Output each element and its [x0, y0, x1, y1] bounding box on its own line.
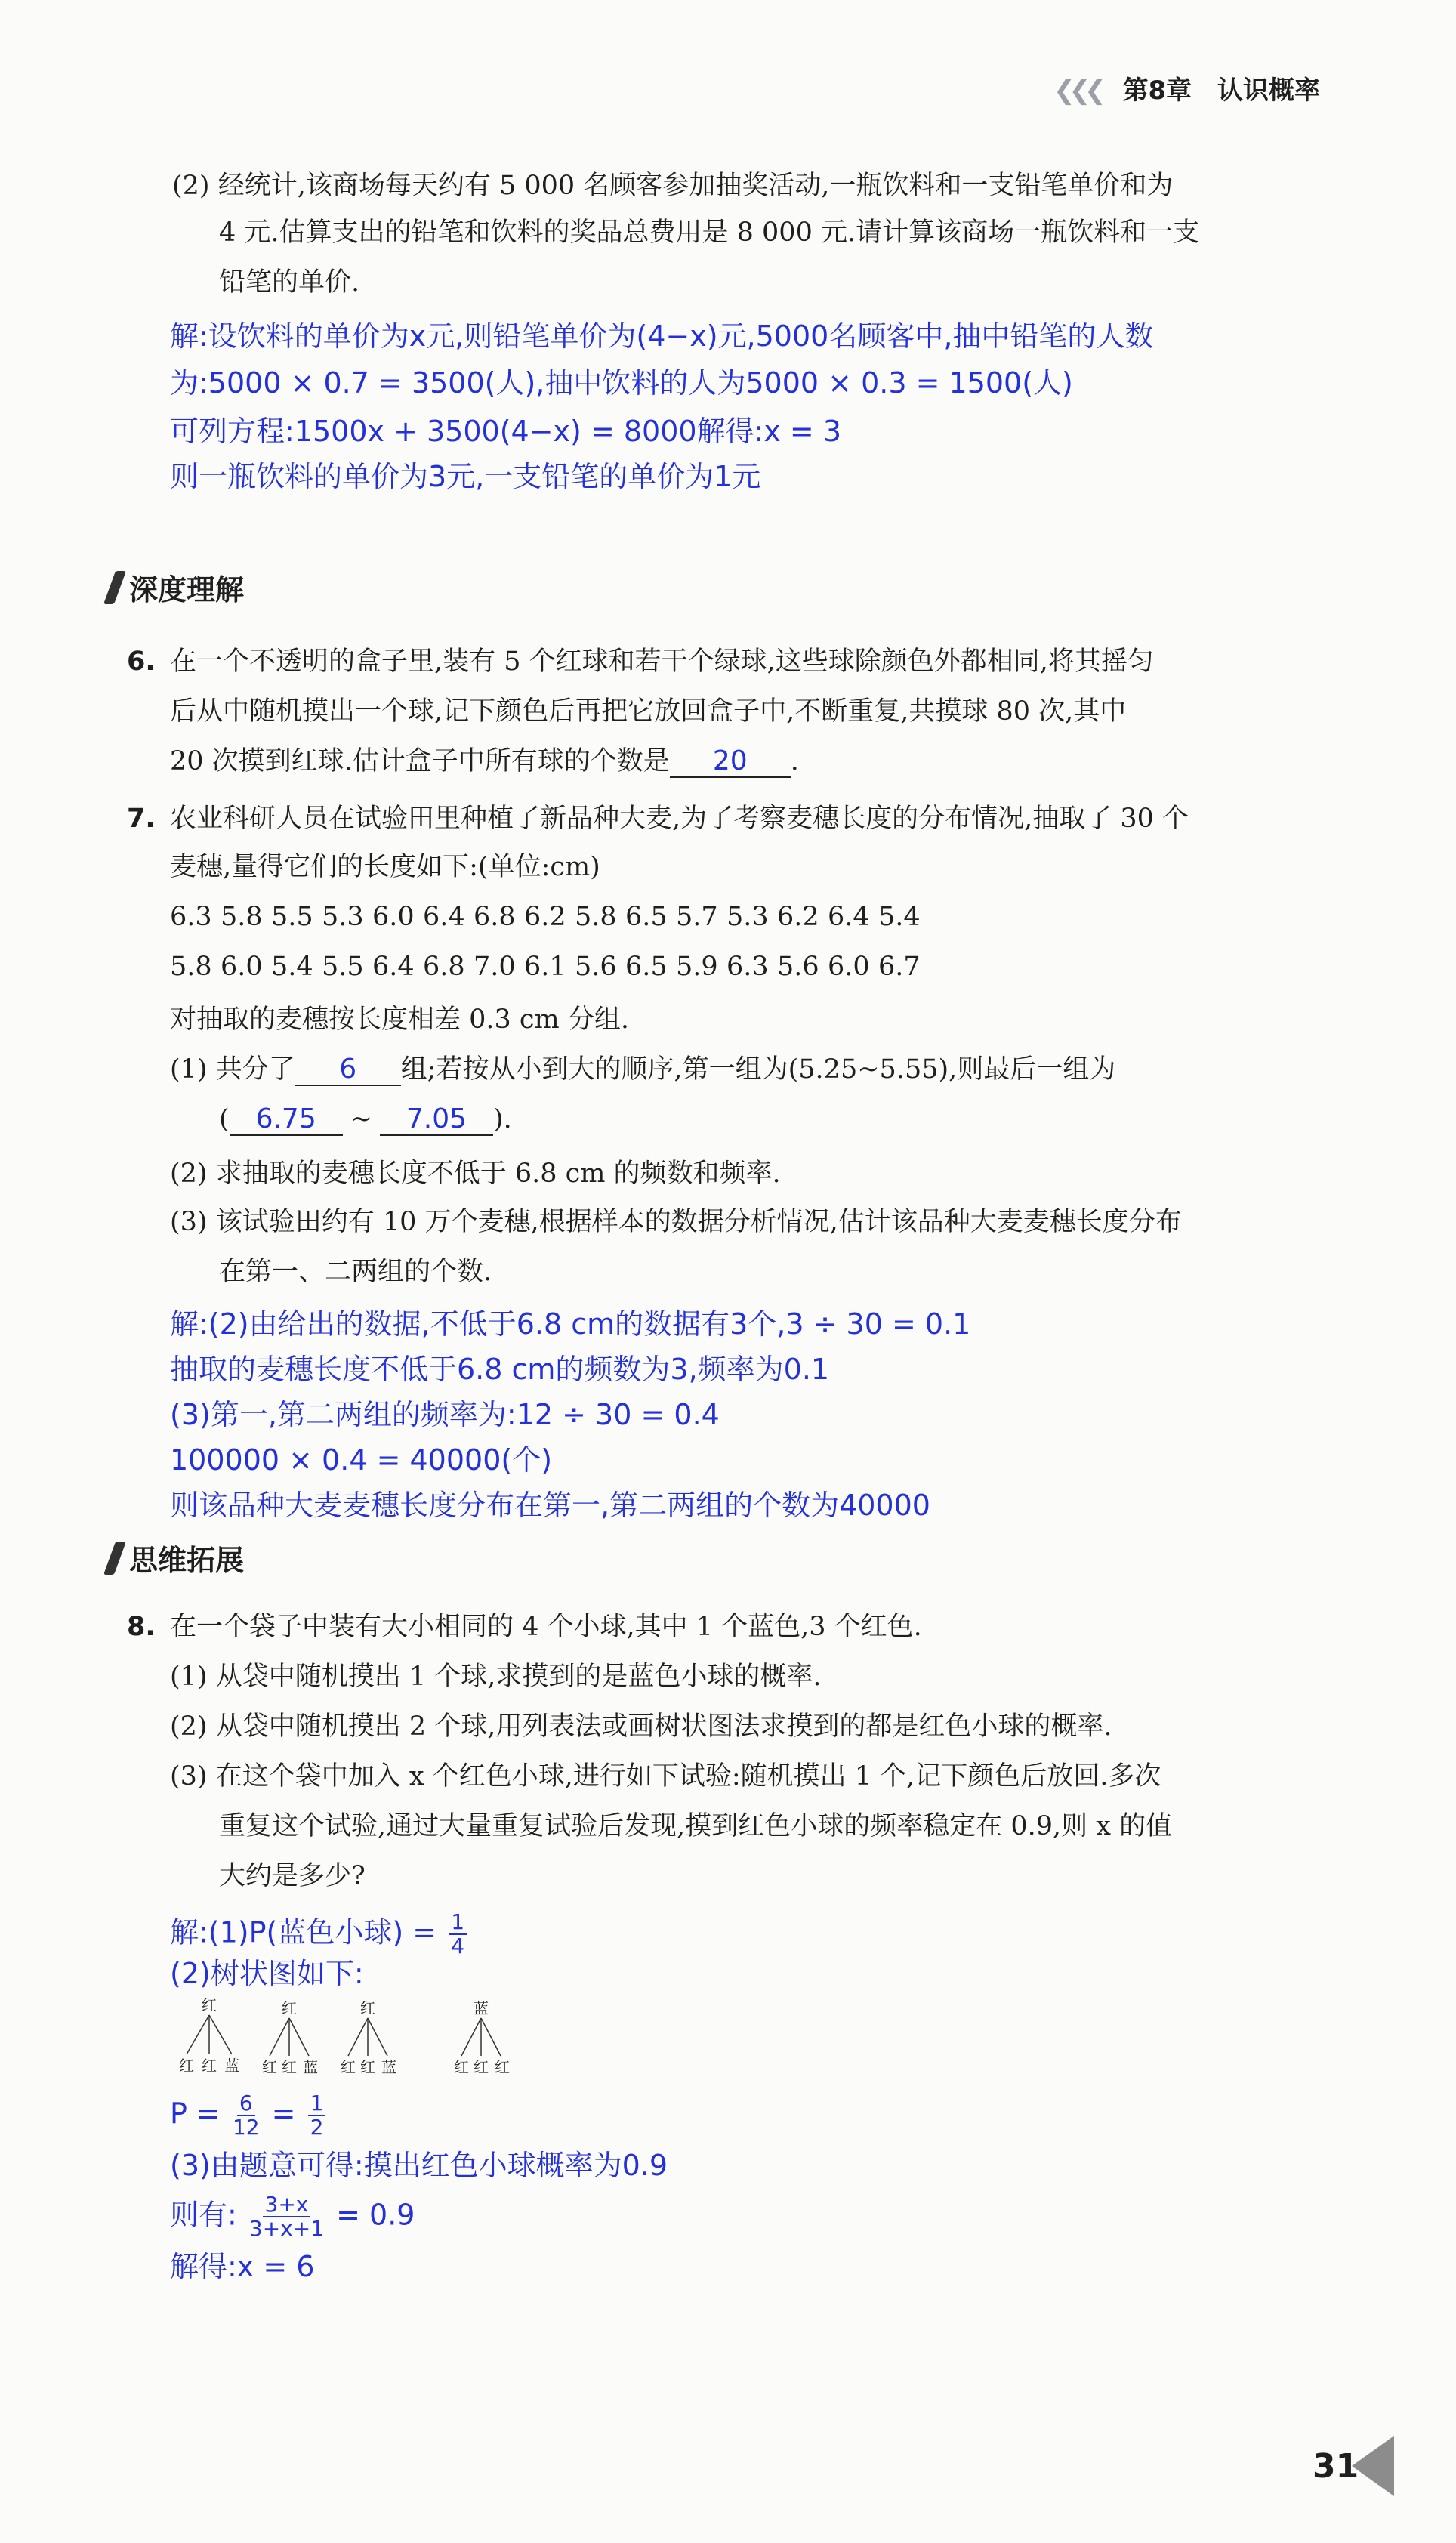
- q5b-line2: 4 元.估算支出的铅笔和饮料的奖品总费用是 8 000 元.请计算该商场一瓶饮料和一支: [219, 218, 1200, 248]
- pencil-icon: [103, 1542, 126, 1575]
- q8-part3-line1: (3) 在这个袋中加入 x 个红色小球,进行如下试验:随机摸出 1 个,记下颜色后放回.多次: [170, 1761, 1161, 1792]
- fraction-1-4: $\frac{1}{4}$: [449, 1911, 467, 1958]
- q7-part3-line2: 在第一、二两组的个数.: [219, 1257, 492, 1287]
- q7-data-row-2: 5.8 6.0 5.4 5.5 6.4 6.8 7.0 6.1 5.6 6.5 5.9 6.3 5.6 6.0 6.7: [170, 952, 921, 982]
- page-number: 31: [1313, 2447, 1359, 2486]
- fraction-expression: $\frac{3+x}{3+x+1}$: [248, 2192, 325, 2241]
- chapter-header: [1053, 69, 1320, 106]
- section-heading-2: 思维拓展: [110, 1537, 244, 1579]
- q8-part2: (2) 从袋中随机摸出 2 个球,用列表法或画树状图法求摸到的都是红色小球的概率.: [170, 1711, 1112, 1742]
- tree-root-1: 红: [202, 1996, 217, 2014]
- pencil-icon: [103, 571, 126, 604]
- q8-answer-5: 则有: $\frac{3+x}{3+x+1}$ = 0.9: [170, 2192, 415, 2241]
- q7-line1: 农业科研人员在试验田里种植了新品种大麦,为了考察麦穗长度的分布情况,抽取了 30 个: [170, 804, 1189, 834]
- q8-answer-2: (2)树状图如下:: [170, 1957, 364, 1990]
- q6-line2: 后从中随机摸出一个球,记下颜色后再把它放回盒子中,不断重复,共摸球 80 次,其中: [170, 696, 1127, 727]
- q8-answer-6: 解得:x = 6: [170, 2250, 315, 2283]
- tree-leaf: 红: [474, 2058, 489, 2076]
- q7-grouping: 对抽取的麦穗按长度相差 0.3 cm 分组.: [170, 1005, 629, 1035]
- tree-leaf: 红: [495, 2058, 510, 2076]
- q7-lower-blank: 6.75: [230, 1104, 343, 1136]
- tree-leaf: 蓝: [224, 2057, 239, 2075]
- tree-leaf: 红: [360, 2058, 375, 2076]
- chapter-number: 第8章: [1122, 76, 1192, 106]
- section-heading-1: 深度理解: [110, 566, 244, 608]
- tree-leaf: 红: [179, 2057, 194, 2075]
- q7-number: 7.: [127, 804, 156, 834]
- chapter-title: 认识概率: [1217, 76, 1320, 106]
- q8-part1: (1) 从袋中随机摸出 1 个球,求摸到的是蓝色小球的概率.: [170, 1662, 822, 1692]
- tree-leaf: 红: [341, 2058, 356, 2076]
- q7-line2: 麦穗,量得它们的长度如下:(单位:cm): [170, 852, 600, 882]
- q7-part2: (2) 求抽取的麦穗长度不低于 6.8 cm 的频数和频率.: [170, 1159, 781, 1189]
- tree-diagram: [170, 1994, 548, 2077]
- tree-leaf: 蓝: [303, 2058, 318, 2076]
- q7-answer-2: 抽取的麦穗长度不低于6.8 cm的频数为3,频率为0.1: [170, 1353, 830, 1386]
- q6-answer-blank: 20: [670, 746, 791, 778]
- q7-part1: (1) 共分了 6 组;若按从小到大的顺序,第一组为(5.25~5.55),则最后一组为: [170, 1054, 1116, 1085]
- q8-line1: 在一个袋子中装有大小相同的 4 个小球,其中 1 个蓝色,3 个红色.: [170, 1612, 922, 1642]
- q5b-line1: (2) 经统计,该商场每天约有 5 000 名顾客参加抽奖活动,一瓶饮料和一支铅笔单价和为: [172, 171, 1174, 201]
- q8-answer-3: P = $\frac{6}{12}$ = $\frac{1}{2}$: [170, 2092, 329, 2139]
- q5b-answer-2: 为:5000 × 0.7 = 3500(人),抽中饮料的人为5000 × 0.3 = 1500(人): [170, 366, 1073, 400]
- q6-line3: 20 次摸到红球.估计盒子中所有球的个数是 20 .: [170, 745, 799, 776]
- q7-data-row-1: 6.3 5.8 5.5 5.3 6.0 6.4 6.8 6.2 5.8 6.5 5.7 5.3 6.2 6.4 5.4: [170, 902, 921, 932]
- q7-upper-blank: 7.05: [380, 1104, 493, 1136]
- fraction-1-2: $\frac{1}{2}$: [308, 2092, 326, 2139]
- page-tab-triangle: [1352, 2436, 1394, 2496]
- q7-answer-1: 解:(2)由给出的数据,不低于6.8 cm的数据有3个,3 ÷ 30 = 0.1: [170, 1307, 971, 1341]
- tree-leaf: 红: [282, 2058, 297, 2076]
- q5b-answer-1: 解:设饮料的单价为x元,则铅笔单价为(4−x)元,5000名顾客中,抽中铅笔的人数: [170, 319, 1154, 353]
- q8-answer-1: 解:(1)P(蓝色小球) = $\frac{1}{4}$: [170, 1911, 470, 1958]
- q7-answer-3: (3)第一,第二两组的频率为:12 ÷ 30 = 0.4: [170, 1398, 720, 1431]
- q8-part3-line3: 大约是多少?: [219, 1861, 366, 1891]
- tree-leaf: 红: [262, 2058, 277, 2076]
- q7-answer-5: 则该品种大麦麦穗长度分布在第一,第二两组的个数为40000: [170, 1489, 930, 1522]
- q6-line1: 在一个不透明的盒子里,装有 5 个红球和若干个绿球,这些球除颜色外都相同,将其摇匀: [170, 647, 1154, 677]
- q7-answer-4: 100000 × 0.4 = 40000(个): [170, 1443, 553, 1477]
- chevron-icon: ❮❮❮: [1053, 76, 1100, 106]
- q5b-line3: 铅笔的单价.: [219, 267, 360, 298]
- q5b-answer-4: 则一瓶饮料的单价为3元,一支铅笔的单价为1元: [170, 460, 761, 493]
- q7-part1-range: ( 6.75 ~ 7.05 ).: [219, 1103, 512, 1134]
- q7-groups-blank: 6: [295, 1054, 401, 1086]
- q5b-answer-3: 可列方程:1500x + 3500(4−x) = 8000解得:x = 3: [170, 415, 842, 448]
- tree-root-3: 红: [360, 1999, 375, 2017]
- q6-number: 6.: [127, 647, 156, 677]
- q7-part3-line1: (3) 该试验田约有 10 万个麦穗,根据样本的数据分析情况,估计该品种大麦麦穗长度分布: [170, 1207, 1182, 1237]
- q8-answer-4: (3)由题意可得:摸出红色小球概率为0.9: [170, 2149, 668, 2182]
- tree-leaf: 红: [454, 2058, 469, 2076]
- q8-part3-line2: 重复这个试验,通过大量重复试验后发现,摸到红色小球的频率稳定在 0.9,则 x 的值: [219, 1811, 1173, 1841]
- tree-leaf: 蓝: [381, 2058, 396, 2076]
- q8-number: 8.: [127, 1612, 156, 1642]
- tree-root-2: 红: [282, 1999, 297, 2017]
- tree-root-4: 蓝: [474, 1999, 489, 2017]
- tree-leaf: 红: [202, 2057, 217, 2075]
- fraction-6-12: $\frac{6}{12}$: [232, 2091, 260, 2140]
